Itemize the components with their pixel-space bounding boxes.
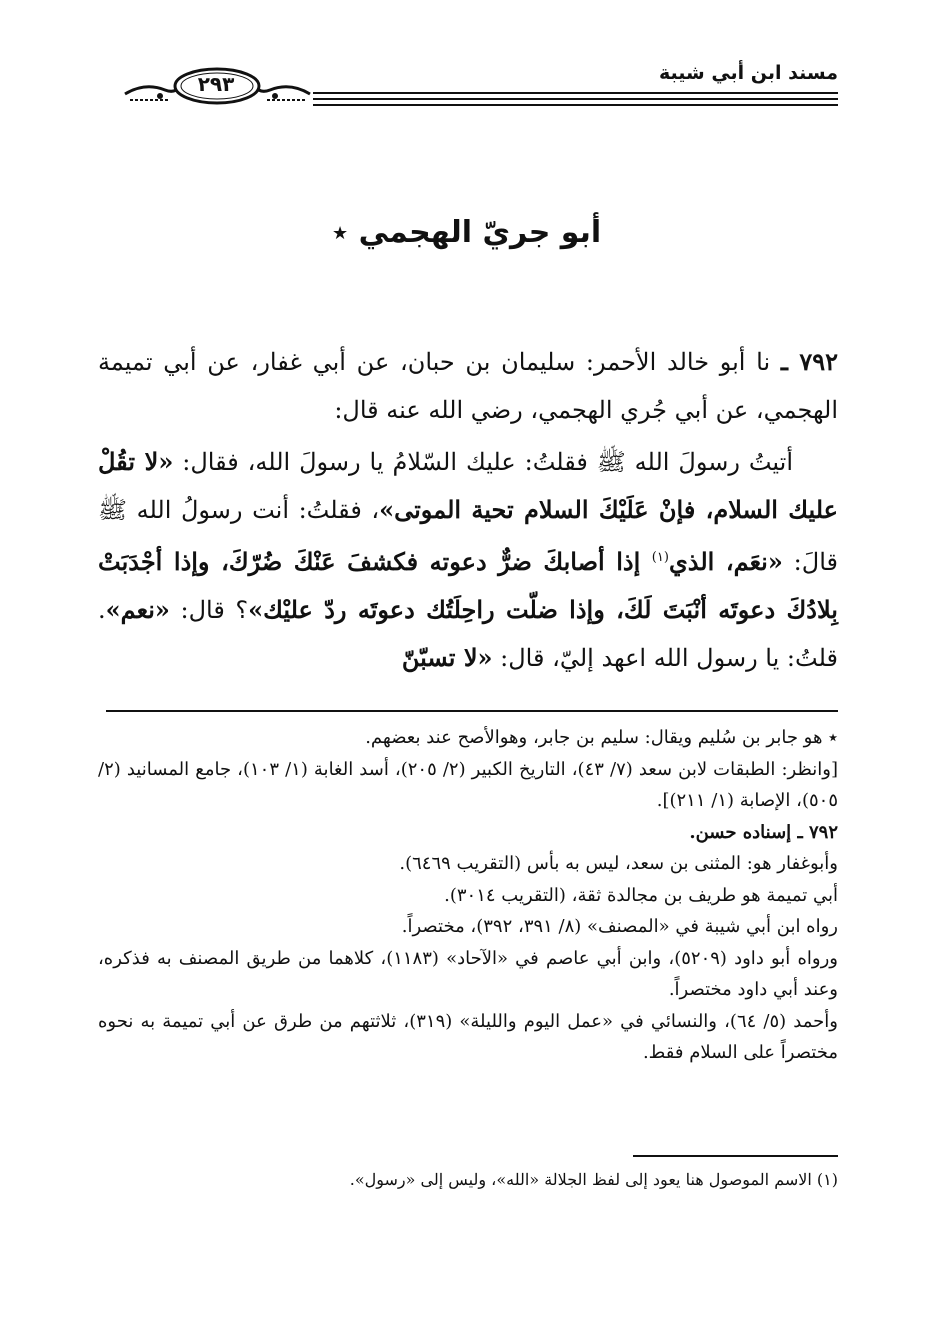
prophet-quote: «نعم» [105, 595, 170, 624]
prophet-quote: «لا تقُلْ عليك السلام، فإنْ عَلَيْكَ السلام تحية الموتى» [98, 447, 838, 524]
footnote-marker: (١) [651, 550, 669, 565]
note-line: وأبوغفار هو: المثنى بن سعد، ليس به بأس (التقريب ٦٤٦٩). [399, 853, 838, 874]
note-line: ورواه أبو داود (٥٢٠٩)، وابن أبي عاصم في «الآحاد» (١١٨٣)، كلاهما من طريق المصنف به فذكره، وعند أبي داود مختصراً. [98, 947, 838, 1000]
prophet-quote: إذا أصابكَ ضرٌّ دعوته فكشفَ عَنْكَ ضُرّكَ، وإذا أجْدَبَتْ بِلادُكَ دعوتَه أنْبَتَ لَكَ، وإذا ضلّت راحِلَتُك دعوتَه ردّ عليْك» [98, 547, 838, 624]
note-line: [وانظر: الطبقات لابن سعد (٧/ ٤٣)، التاريخ الكبير (٢/ ٢٠٥)، أسد الغابة (١/ ١٠٣)، جامع المسانيد (٢/ ٥٠٥)، الإصابة (١/ ٢١١)]. [98, 758, 838, 811]
note-line: أبي تميمة هو طريف بن مجالدة ثقة، (التقريب ٣٠١٤). [444, 884, 838, 906]
note-line: ٧٩٢ ـ إسناده حسن. [689, 821, 838, 843]
notes-divider [106, 710, 838, 712]
note-line: ٭ هو جابر بن سُليم ويقال: سليم بن جابر، وهوالأصح عند بعضهم. [365, 727, 838, 748]
section-title: أبو جريّ الهجمي ٭ [331, 215, 602, 250]
header-rule [313, 92, 838, 110]
matn-part: . قلتُ: يا رسول الله اعهد إليّ، قال: [98, 596, 838, 672]
note-line: رواه ابن أبي شيبة في «المصنف» (٨/ ٣٩١، ٣٩٢)، مختصراً. [401, 916, 838, 937]
matn-part: أتيتُ رسولَ الله ﷺ فقلتُ: عليك السّلامُ يا رسولَ الله، فقال: [173, 448, 793, 476]
prophet-quote: «نعَم، الذي [668, 547, 783, 576]
footnote-divider [633, 1155, 838, 1157]
footnote: (١) الاسم الموصول هنا يعود إلى لفظ الجلالة «الله»، وليس إلى «رسول». [349, 1170, 838, 1189]
isnad-text: نا أبو خالد الأحمر: سليمان بن حبان، عن أبي غفار، عن أبي تميمة الهجمي، عن أبي جُري الهجمي، رضي الله عنه قال: [98, 348, 838, 424]
prophet-quote: «لا تسبّنّ [401, 643, 493, 672]
hadith-chain [98, 338, 838, 434]
matn-part: ؟ قال: [169, 596, 249, 624]
hadith-number: ٧٩٢ ـ [780, 347, 839, 376]
matn-part: ، فقلتُ: أنت رسولُ الله ﷺ قالَ: [98, 496, 838, 576]
note-line: وأحمد (٥/ ٦٤)، والنسائي في «عمل اليوم والليلة» (٣١٩)، ثلاثتهم من طرق عن أبي تميمة به نحوه مختصراً على السلام فقط. [98, 1010, 838, 1063]
page-number: ٢٩٣ [197, 72, 235, 96]
hadith-matn [98, 438, 838, 682]
editor-notes [98, 722, 838, 1069]
running-header-title: مسند ابن أبي شيبة [658, 62, 838, 84]
hadith-text [98, 338, 838, 682]
